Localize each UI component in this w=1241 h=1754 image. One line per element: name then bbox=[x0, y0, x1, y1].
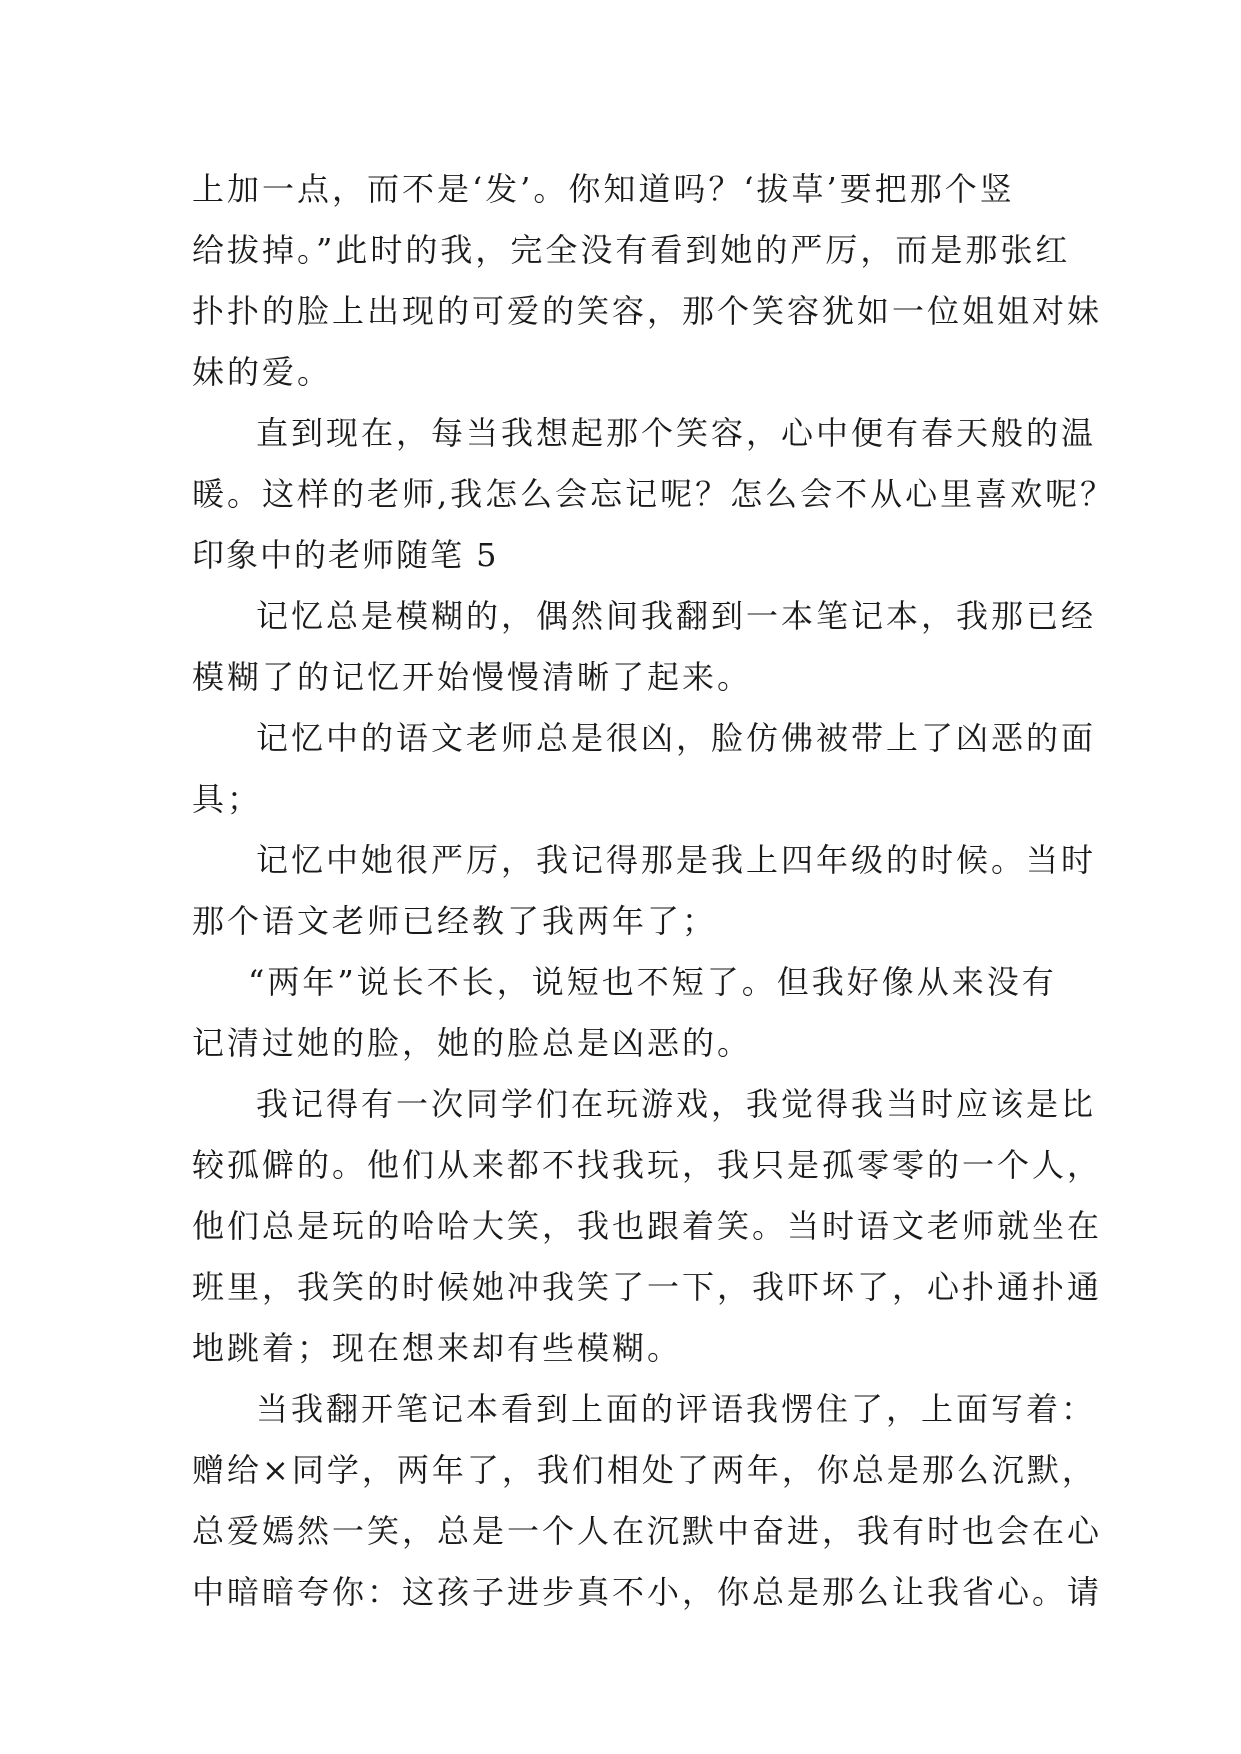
text-line: 上加一点，而不是‘发’。你知道吗？‘拔草’要把那个竖 bbox=[192, 170, 1015, 208]
text-line: 具； bbox=[192, 780, 263, 818]
document-body bbox=[192, 159, 1116, 1623]
text-line: 总爱嫣然一笑，总是一个人在沉默中奋进，我有时也会在心 bbox=[192, 1512, 1103, 1550]
text-line: 他们总是玩的哈哈大笑，我也跟着笑。当时语文老师就坐在 bbox=[192, 1207, 1103, 1245]
text-line: 班里，我笑的时候她冲我笑了一下，我吓坏了，心扑通扑通 bbox=[192, 1268, 1103, 1306]
text-line: 地跳着；现在想来却有些模糊。 bbox=[192, 1329, 683, 1367]
paragraph-start: 记忆中的语文老师总是很凶，脸仿佛被带上了凶恶的面 bbox=[256, 719, 1097, 757]
text-line: 记清过她的脸，她的脸总是凶恶的。 bbox=[192, 1024, 753, 1062]
paragraph-start: 我记得有一次同学们在玩游戏，我觉得我当时应该是比 bbox=[256, 1085, 1097, 1123]
paragraph-start: 记忆总是模糊的，偶然间我翻到一本笔记本，我那已经 bbox=[256, 597, 1097, 635]
text-line: 那个语文老师已经教了我两年了； bbox=[192, 902, 718, 940]
paragraph-start: 直到现在，每当我想起那个笑容，心中便有春天般的温 bbox=[256, 414, 1097, 452]
paragraph-start: 当我翻开笔记本看到上面的评语我愣住了，上面写着： bbox=[256, 1390, 1097, 1428]
paragraph-start: 记忆中她很严厉，我记得那是我上四年级的时候。当时 bbox=[256, 841, 1097, 879]
text-line: 妹的爱。 bbox=[192, 353, 333, 391]
text-line: 给拔掉。”此时的我，完全没有看到她的严厉，而是那张红 bbox=[192, 231, 1071, 269]
text-line: 赠给×同学，两年了，我们相处了两年，你总是那么沉默， bbox=[192, 1451, 1097, 1489]
text-line: 中暗暗夸你：这孩子进步真不小，你总是那么让我省心。请 bbox=[192, 1573, 1103, 1611]
text-line: 扑扑的脸上出现的可爱的笑容，那个笑容犹如一位姐姐对妹 bbox=[192, 292, 1103, 330]
section-heading: 印象中的老师随笔 5 bbox=[192, 536, 499, 574]
text-line: 暖。这样的老师,我怎么会忘记呢？怎么会不从心里喜欢呢？ bbox=[192, 475, 1116, 513]
text-line: 模糊了的记忆开始慢慢清晰了起来。 bbox=[192, 658, 753, 696]
text-line: 较孤僻的。他们从来都不找我玩，我只是孤零零的一个人， bbox=[192, 1146, 1103, 1184]
paragraph-start: “两年”说长不长，说短也不短了。但我好像从来没有 bbox=[248, 963, 1057, 1001]
